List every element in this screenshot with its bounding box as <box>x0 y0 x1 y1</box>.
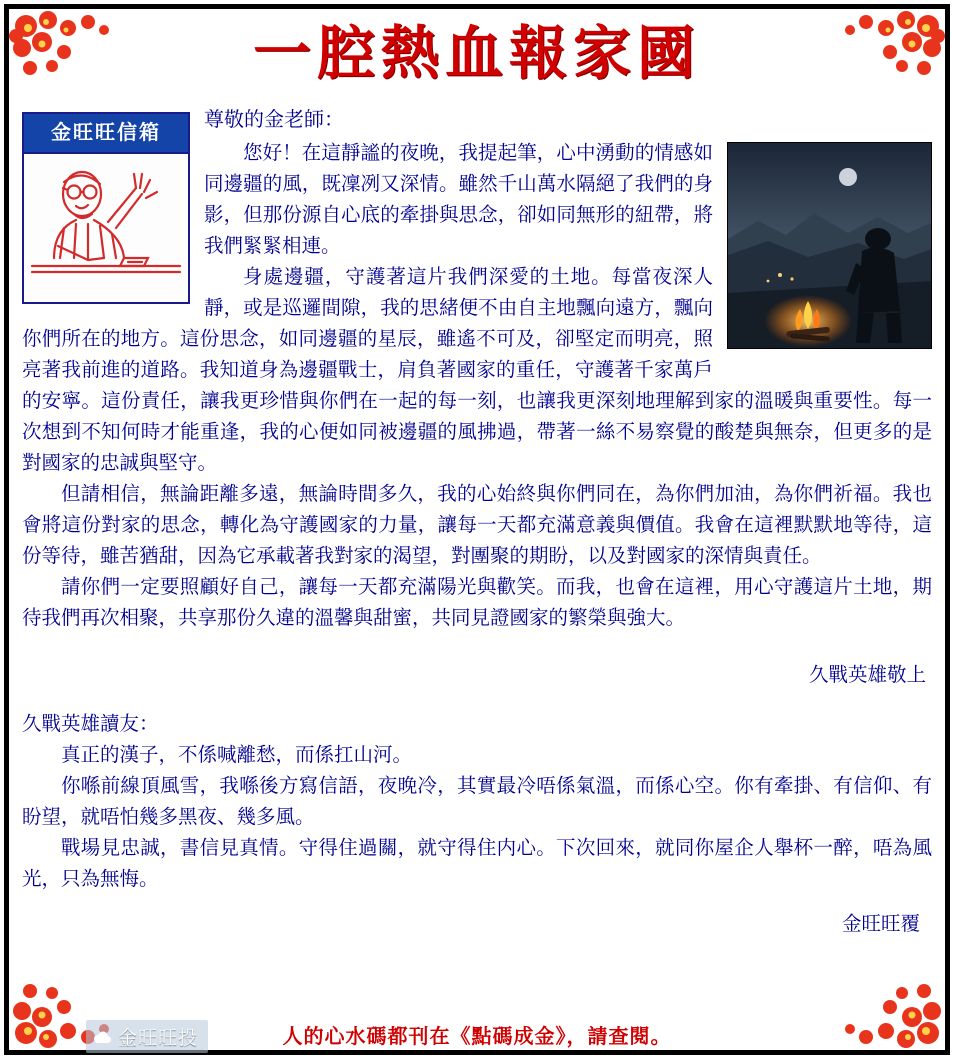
letter-paragraph-1: 您好！在這靜謐的夜晚，我提起筆，心中湧動的情感如同邊疆的風，既凜冽又深情。雖然千山萬水隔絕了我們的身影，但那份源自心底的牽掛與思念，卻如同無形的紐帶，將我們緊緊相連。 <box>204 141 713 257</box>
watermark <box>86 1020 208 1053</box>
letter-content <box>22 104 932 939</box>
reply-paragraph-2: 你喺前線頂風雪，我喺後方寫信語，夜晚冷，其實最冷唔係氣溫，而係心空。你有牽掛、有信仰、有盼望，就唔怕幾多黑夜、幾多風。 <box>22 774 932 828</box>
soldier-campfire-photo <box>727 142 932 349</box>
reply-heading: 久戰英雄讀友： <box>22 712 159 735</box>
mailbox-banner-label: 金旺旺信箱 <box>24 114 188 154</box>
letter-paragraph-2: 身處邊疆，守護著這片我們深愛的土地。每當夜深人靜，或是巡邏間隙，我的思緒便不由自主地飄向遠方，飄向你們所在的地方。這份思念，如同邊疆的星辰，雖遙不可及，卻堅定而明亮，照亮著我前進的道路。我知道身為邊疆戰士，肩負著國家的重任，守護著千家萬戶的安寧。這份責任，讓我更珍惜與你們在一起的每一刻，也讓我更深刻地理解到家的溫暖與重要性。每一次想到不知何時才能重逢，我的心便如同被邊疆的風拂過，帶著一絲不易察覺的酸楚與無奈，但更多的是對國家的忠誠與堅守。 <box>22 265 932 474</box>
mailbox-logo-box <box>22 112 190 304</box>
page-title: 一腔熱血報家國 <box>252 19 701 87</box>
letter-paragraph-3: 但請相信，無論距離多遠，無論時間多久，我的心始終與你們同在，為你們加油，為你們祈福。我也會將這份對家的思念，轉化為守護國家的力量，讓每一天都充滿意義與價值。我會在這裡默默地等待，這份等待，雖苦猶甜，因為它承載著我對家的渴望，對團聚的期盼，以及對國家的深情與責任。 <box>22 482 932 567</box>
letter-salutation: 尊敬的金老師： <box>204 107 344 131</box>
soldier-campfire-night-photo-icon <box>728 143 931 348</box>
man-raising-hand-illustration-icon <box>24 154 188 302</box>
footer-notice: 人的心水碼都刊在《點碼成金》，請查閱。 <box>282 1024 672 1048</box>
watermark-text: 金旺旺投 <box>118 1027 199 1049</box>
cloud-icon <box>92 1027 112 1047</box>
reply-paragraph-3: 戰場見忠誠，書信見真情。守得住過關，就守得住内心。下次回來，就同你屋企人舉杯一醉，唔為風光，只為無悔。 <box>22 836 932 890</box>
letter-signature: 久戰英雄敬上 <box>808 663 926 686</box>
reply-paragraph-1: 真正的漢子，不係喊離愁，而係扛山河。 <box>61 743 413 766</box>
mascot-illustration <box>24 154 188 302</box>
reply-signature: 金旺旺覆 <box>841 912 920 935</box>
letter-paragraph-4: 請你們一定要照顧好自己，讓每一天都充滿陽光與歡笑。而我，也會在這裡，用心守護這片土地，期待我們再次相聚，共享那份久違的溫馨與甜蜜，共同見證國家的繁榮與強大。 <box>22 575 932 629</box>
reply-body <box>22 739 932 894</box>
